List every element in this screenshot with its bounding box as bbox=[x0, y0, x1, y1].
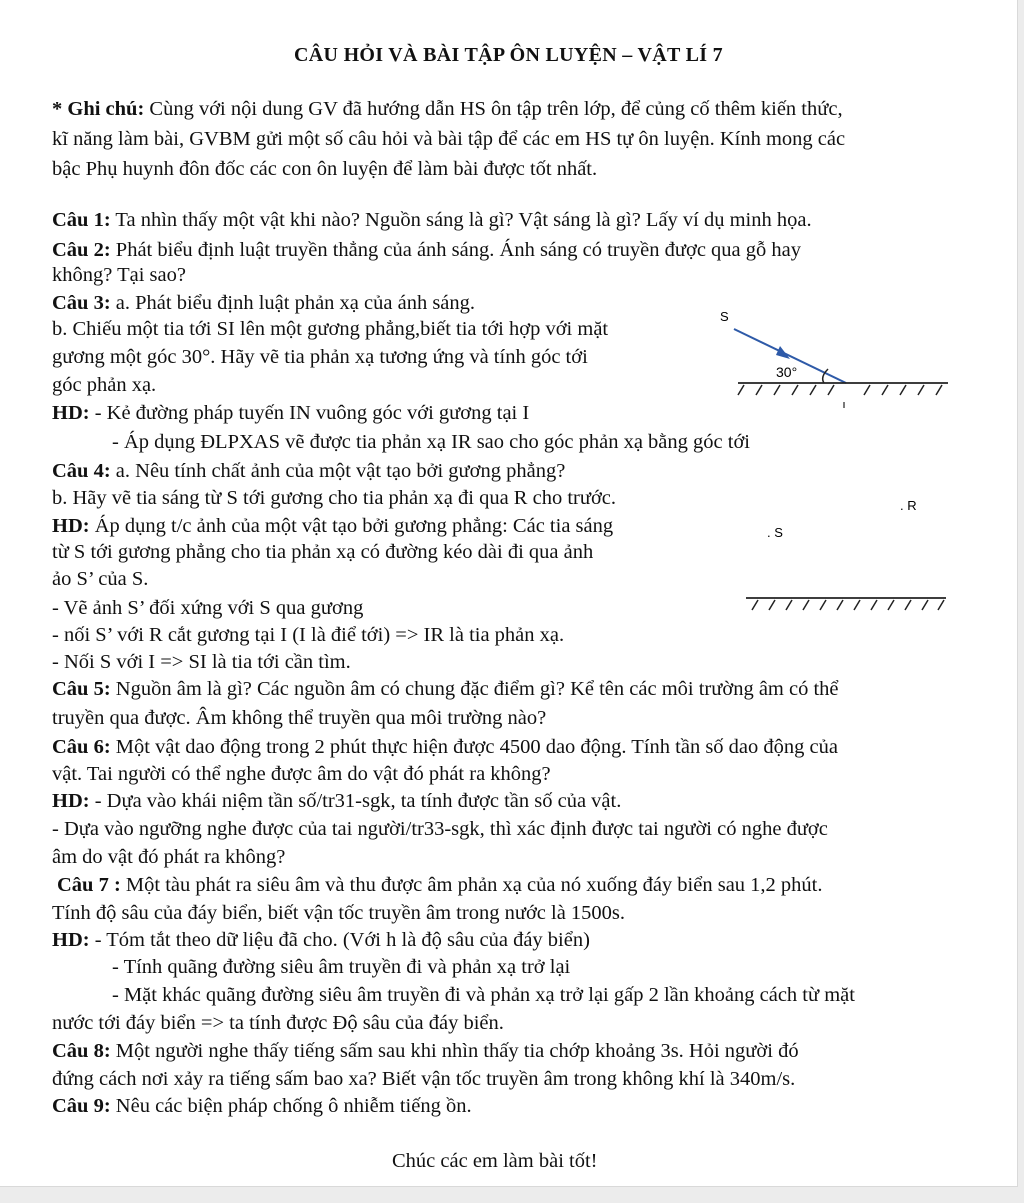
reflection-diagram-30deg bbox=[720, 305, 960, 415]
question-7: Câu 7 : Một tàu phát ra siêu âm và thu được âm phản xạ của nó xuống đáy biển sau 1,2 phút. bbox=[57, 874, 823, 896]
fig2-r-label: . R bbox=[900, 498, 917, 513]
question-3-b-line-2: gương một góc 30°. Hãy vẽ tia phản xạ tương ứng và tính góc tới bbox=[52, 346, 588, 368]
question-7-hint-3: - Mặt khác quãng đường siêu âm truyền đi và phản xạ trở lại gấp 2 lần khoảng cách từ mặt bbox=[112, 984, 855, 1006]
page-title: CÂU HỎI VÀ BÀI TẬP ÔN LUYỆN – VẬT LÍ 7 bbox=[294, 44, 723, 66]
question-5: Câu 5: Nguồn âm là gì? Các nguồn âm có chung đặc điểm gì? Kể tên các môi trường âm có thể bbox=[52, 678, 839, 700]
question-2-line-2: không? Tại sao? bbox=[52, 264, 186, 286]
question-6-line-2: vật. Tai người có thể nghe được âm do vật đó phát ra không? bbox=[52, 763, 551, 785]
question-7-line-2: Tính độ sâu của đáy biển, biết vận tốc truyền âm trong nước là 1500s. bbox=[52, 902, 626, 924]
question-8: Câu 8: Một người nghe thấy tiếng sấm sau khi nhìn thấy tia chớp khoảng 3s. Hỏi người đó bbox=[52, 1040, 799, 1062]
question-4-hint-1: HD: Áp dụng t/c ảnh của một vật tạo bởi gương phẳng: Các tia sáng bbox=[52, 515, 614, 537]
question-6-hint-2: - Dựa vào ngưỡng nghe được của tai người/tr33-sgk, thì xác định được tai người có nghe được bbox=[52, 818, 828, 840]
ray-arrow-icon bbox=[776, 346, 790, 359]
note-label: * Ghi chú: bbox=[52, 98, 145, 120]
question-4-hint-2: từ S tới gương phẳng cho tia phản xạ có đường kéo dài đi qua ảnh bbox=[52, 541, 594, 563]
note-line-3: bậc Phụ huynh đôn đốc các con ôn luyện để làm bài được tốt nhất. bbox=[52, 158, 598, 180]
question-3-b-line-1: b. Chiếu một tia tới SI lên một gương phẳng,biết tia tới hợp với mặt bbox=[52, 318, 609, 340]
question-4: Câu 4: a. Nêu tính chất ảnh của một vật tạo bởi gương phẳng? bbox=[52, 460, 566, 482]
note-line-1: * Ghi chú: Cùng với nội dung GV đã hướng dẫn HS ôn tập trên lớp, để củng cố thêm kiến thức, bbox=[52, 98, 843, 120]
mirror-hatching-2 bbox=[752, 600, 944, 610]
question-4-hint-4: - Vẽ ảnh S’ đối xứng với S qua gương bbox=[52, 597, 364, 619]
question-4-hint-3: ảo S’ của S. bbox=[52, 568, 149, 590]
question-7-hint-1: HD: - Tóm tắt theo dữ liệu đã cho. (Với h là độ sâu của đáy biển) bbox=[52, 929, 590, 951]
fig2-s-label: . S bbox=[767, 525, 783, 540]
question-3-b-line-3: góc phản xạ. bbox=[52, 374, 157, 396]
question-6-hint-3: âm do vật đó phát ra không? bbox=[52, 846, 286, 868]
fig1-angle-label: 30° bbox=[776, 364, 798, 380]
question-8-line-2: đứng cách nơi xảy ra tiếng sấm bao xa? Biết vận tốc truyền âm trong không khí là 340m/s. bbox=[52, 1068, 796, 1090]
question-5-line-2: truyền qua được. Âm không thể truyền qua môi trường nào? bbox=[52, 707, 547, 729]
question-2: Câu 2: Phát biểu định luật truyền thẳng của ánh sáng. Ánh sáng có truyền được qua gỗ hay bbox=[52, 239, 801, 261]
closing-message: Chúc các em làm bài tốt! bbox=[392, 1150, 598, 1172]
question-3: Câu 3: a. Phát biểu định luật phản xạ của ánh sáng. bbox=[52, 292, 476, 314]
question-4-hint-6: - Nối S với I => SI là tia tới cần tìm. bbox=[52, 651, 351, 673]
question-7-hint-2: - Tính quãng đường siêu âm truyền đi và phản xạ trở lại bbox=[112, 956, 571, 978]
note-line-2: kĩ năng làm bài, GVBM gửi một số câu hỏi và bài tập để các em HS tự ôn luyện. Kính mong các bbox=[52, 128, 846, 150]
question-6-hint-1: HD: - Dựa vào khái niệm tần số/tr31-sgk, ta tính được tần số của vật. bbox=[52, 790, 622, 812]
question-6: Câu 6: Một vật dao động trong 2 phút thực hiện được 4500 dao động. Tính tần số dao động của bbox=[52, 736, 838, 758]
question-7-hint-4: nước tới đáy biển => ta tính được Độ sâu của đáy biển. bbox=[52, 1012, 504, 1034]
mirror-hatching bbox=[738, 385, 942, 395]
question-4-hint-5: - nối S’ với R cắt gương tại I (I là điể tới) => IR là tia phản xạ. bbox=[52, 624, 565, 646]
question-9: Câu 9: Nêu các biện pháp chống ô nhiễm tiếng ồn. bbox=[52, 1095, 472, 1117]
fig1-s-label: S bbox=[720, 309, 729, 324]
question-3-hint-2: - Áp dụng ĐLPXAS vẽ được tia phản xạ IR sao cho góc phản xạ bằng góc tới bbox=[112, 431, 750, 453]
question-4-b-line-1: b. Hãy vẽ tia sáng từ S tới gương cho tia phản xạ đi qua R cho trước. bbox=[52, 487, 617, 509]
question-1: Câu 1: Ta nhìn thấy một vật khi nào? Nguồn sáng là gì? Vật sáng là gì? Lấy ví dụ minh họa. bbox=[52, 209, 812, 231]
question-3-hint-1: HD: - Kẻ đường pháp tuyến IN vuông góc với gương tại I bbox=[52, 402, 530, 424]
mirror-points-diagram bbox=[740, 492, 970, 617]
